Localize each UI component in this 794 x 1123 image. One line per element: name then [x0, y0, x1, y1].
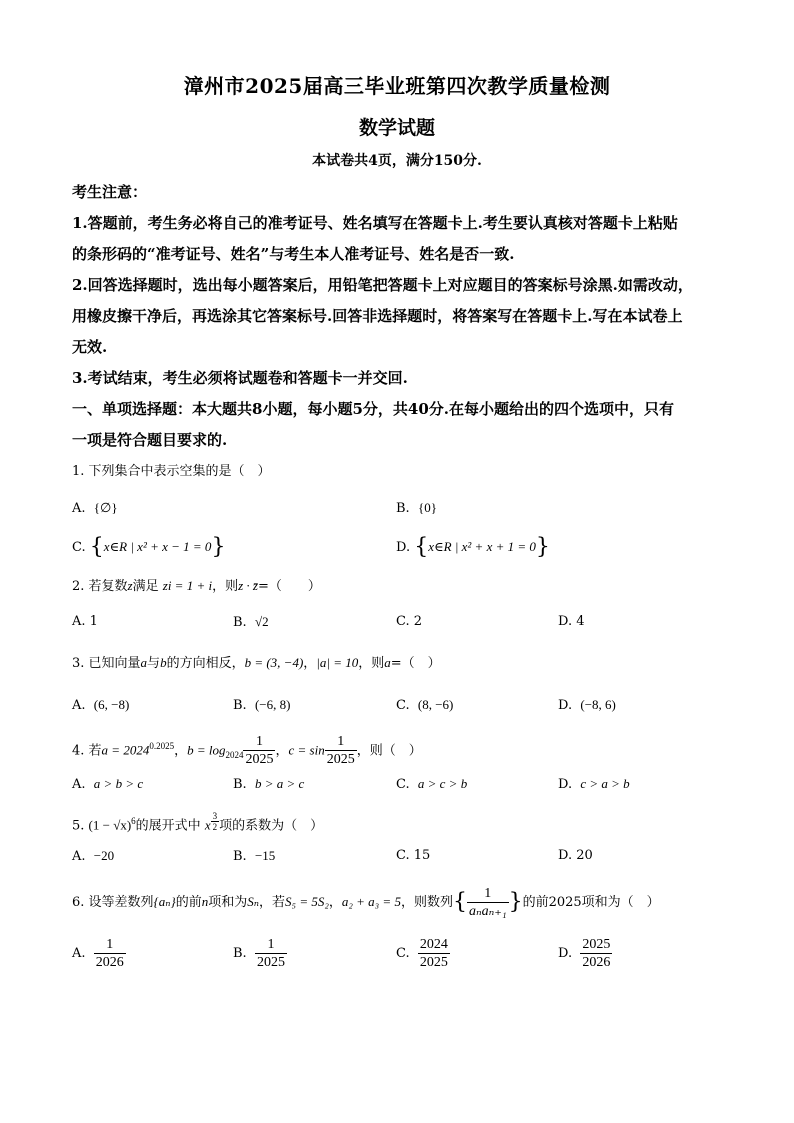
q2-option-c: C. 2 — [396, 614, 423, 629]
exam-subject: 数学试题 — [358, 117, 435, 139]
exam-title: 漳州市2025届高三毕业班第四次教学质量检测 — [183, 74, 611, 98]
q1-option-c: C. {x∈R | x² + x − 1 = 0} — [72, 534, 226, 560]
q3-option-b: B. (−6, 8) — [233, 697, 291, 713]
q6-option-c: C. $\frac{2024}{2025}$ — [396, 937, 448, 970]
q5-option-a: A. −20 — [72, 848, 115, 864]
notice-line-5: 无效. — [72, 338, 108, 356]
q3-stem: 3. 已知向量a与b的方向相反，b = (3, −4)，|a| = 10，则a=（ ） — [72, 655, 441, 671]
notice-line-2: 的条形码的“准考证号、姓名”与考生本人准考证号、姓名是否一致. — [72, 245, 515, 263]
q3-option-d: D. (−8, 6) — [558, 697, 616, 713]
notice-line-1: 1.答题前，考生务必将自己的准考证号、姓名填写在答题卡上.考生要认真核对答题卡上粘贴 — [72, 214, 678, 232]
q1-option-a: A. {∅} — [72, 500, 118, 516]
q6-option-b: B. $\frac{1}{2025}$ — [233, 937, 285, 970]
q4-option-c: C. a > c > b — [396, 776, 468, 792]
q5-option-d: D. 20 — [558, 848, 593, 863]
q6-stem: 6. 设等差数列{aₙ}的前n项和为Sₙ，若S₅ = 5S₂，a₂ + a₃ = 5，则数列{ $\frac{1}{\text{aₙaₙ₊₁}}$ }的前2025项和为（ ） — [72, 886, 660, 919]
q5-stem: 5. $(1 - √x)^6$的展开式中 x $^{\frac{3}{2}}$ 项的系数为（ ） — [72, 811, 324, 834]
q2-option-d: D. 4 — [558, 614, 585, 629]
section-heading-1: 一、单项选择题：本大题共8小题，每小题5分，共40分.在每小题给出的四个选项中，只有 — [72, 400, 674, 418]
notice-line-3: 2.回答选择题时，选出每小题答案后，用铅笔把答题卡上对应题目的答案标号涂黑.如需改动， — [72, 276, 693, 294]
q6-option-a: A. $\frac{1}{2026}$ — [72, 937, 124, 970]
q3-option-c: C. (8, −6) — [396, 697, 454, 713]
exam-info: 本试卷共4页，满分150分. — [312, 153, 482, 169]
q2-option-b: B. √2 — [233, 614, 269, 630]
q1-stem: 1. 下列集合中表示空集的是（ ） — [72, 464, 271, 479]
q1-option-b: B. {0} — [396, 500, 437, 516]
q5-option-c: C. 15 — [396, 848, 431, 863]
q4-option-b: B. b > a > c — [233, 776, 305, 792]
q4-option-a: A. a > b > c — [72, 776, 144, 792]
q3-option-a: A. (6, −8) — [72, 697, 130, 713]
notice-heading: 考生注意： — [72, 183, 148, 201]
q4-option-d: D. c > a > b — [558, 776, 630, 792]
q1-option-d: D. {x∈R | x² + x + 1 = 0} — [396, 534, 550, 560]
q5-option-b: B. −15 — [233, 848, 276, 864]
section-heading-2: 一项是符合题目要求的. — [72, 431, 228, 449]
q4-stem: 4. 若$a = 2024^{0.2025}$，$b = \log_{2024}$ $\frac{1}{2025}$ ，c = sin $\frac{1}{2025}$ ，则（ ） — [72, 734, 422, 768]
notice-line-6: 3.考试结束，考生必须将试题卷和答题卡一并交回. — [72, 369, 408, 387]
q6-option-d: D. $\frac{2025}{2026}$ — [558, 937, 611, 970]
q2-stem: 2. 若复数z满足 zi = 1 + i，则z · z̄=（ ） — [72, 578, 321, 594]
notice-line-4: 用橡皮擦干净后，再选涂其它答案标号.回答非选择题时，将答案写在答题卡上.写在本试卷上 — [72, 307, 683, 325]
q2-option-a: A. 1 — [72, 614, 98, 629]
